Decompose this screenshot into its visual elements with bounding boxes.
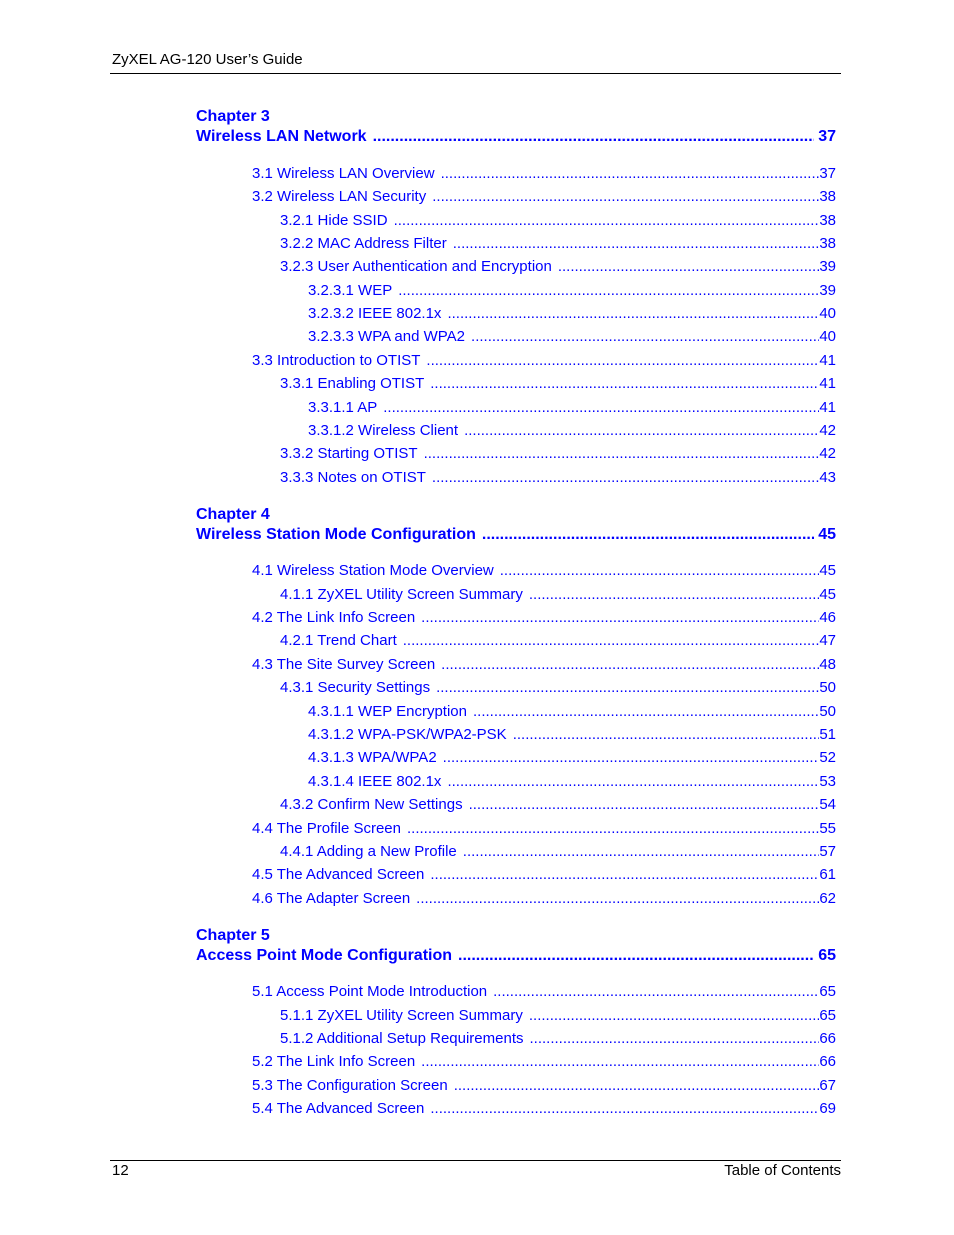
dot-leader (473, 703, 819, 721)
page-number: 12 (112, 1162, 129, 1179)
toc-entry-level-2[interactable] (280, 796, 836, 814)
toc-entry-title: 3.2.3.1 WEP (308, 282, 393, 299)
toc-entry-title: 3.2 Wireless LAN Security (252, 188, 427, 205)
toc-entry-level-2[interactable] (280, 445, 836, 463)
toc-entry-level-3[interactable] (308, 328, 836, 346)
toc-entry-title: 4.6 The Adapter Screen (252, 890, 411, 907)
toc-entry-level-1[interactable] (252, 1100, 836, 1118)
dot-leader (430, 1100, 819, 1118)
toc-entry-title: 4.1 Wireless Station Mode Overview (252, 562, 494, 579)
toc-entry-level-3[interactable] (308, 749, 836, 767)
toc-entry-title: 4.3.1.2 WPA-PSK/WPA2-PSK (308, 726, 507, 743)
toc-entry-title: 3.3.1 Enabling OTIST (280, 375, 425, 392)
toc-entry-page-number: 48 (819, 656, 836, 673)
toc-entry-title: 3.3.3 Notes on OTIST (280, 469, 426, 486)
toc-entry-title: 4.4.1 Adding a New Profile (280, 843, 457, 860)
toc-entry-level-2[interactable] (280, 375, 836, 393)
toc-entry-page-number: 65 (819, 983, 836, 1000)
chapter-entry[interactable] (196, 946, 836, 966)
toc-entry-page-number: 41 (819, 375, 836, 392)
toc-entry-page-number: 53 (819, 773, 836, 790)
toc-entry-page-number: 41 (819, 399, 836, 416)
toc-entry-level-1[interactable] (252, 866, 836, 884)
dot-leader (373, 127, 815, 147)
toc-entry-page-number: 43 (819, 469, 836, 486)
toc-entry-title: 4.5 The Advanced Screen (252, 866, 425, 883)
dot-leader (458, 946, 814, 966)
dot-leader (447, 305, 819, 323)
chapter-title: Wireless LAN Network (196, 128, 367, 145)
toc-entry-level-2[interactable] (280, 843, 836, 861)
toc-entry-title: 4.2 The Link Info Screen (252, 609, 416, 626)
toc-entry-page-number: 38 (819, 212, 836, 229)
toc-entry-page-number: 57 (819, 843, 836, 860)
toc-entry-level-3[interactable] (308, 726, 836, 744)
toc-entry-level-3[interactable] (308, 703, 836, 721)
chapter-title: Access Point Mode Configuration (196, 947, 453, 964)
toc-entry-title: 4.3 The Site Survey Screen (252, 656, 436, 673)
toc-entry-page-number: 65 (819, 1007, 836, 1024)
toc-entry-level-1[interactable] (252, 562, 836, 580)
dot-leader (430, 375, 819, 393)
toc-entry-level-1[interactable] (252, 1077, 836, 1095)
toc-entry-page-number: 67 (819, 1077, 836, 1094)
dot-leader (407, 820, 819, 838)
toc-entry-page-number: 38 (819, 235, 836, 252)
dot-leader (500, 562, 820, 580)
dot-leader (471, 328, 819, 346)
toc-entry-level-2[interactable] (280, 469, 836, 487)
toc-entry-title: 3.2.3.3 WPA and WPA2 (308, 328, 466, 345)
toc-entry-level-3[interactable] (308, 305, 836, 323)
dot-leader (529, 1007, 819, 1025)
chapter-entry[interactable] (196, 525, 836, 545)
dot-leader (403, 632, 820, 650)
toc-entry-level-2[interactable] (280, 1007, 836, 1025)
toc-entry-page-number: 55 (819, 820, 836, 837)
toc-entry-title: 3.2.3.2 IEEE 802.1x (308, 305, 442, 322)
dot-leader (454, 1077, 820, 1095)
chapter-label[interactable]: Chapter 3 (196, 108, 270, 125)
toc-entry-level-1[interactable] (252, 188, 836, 206)
toc-entry-title: 5.1.1 ZyXEL Utility Screen Summary (280, 1007, 523, 1024)
dot-leader (432, 469, 819, 487)
dot-leader (430, 866, 819, 884)
chapter-page-number: 45 (818, 526, 836, 543)
dot-leader (453, 235, 820, 253)
toc-entry-level-1[interactable] (252, 352, 836, 370)
toc-entry-title: 3.2.1 Hide SSID (280, 212, 388, 229)
toc-entry-title: 4.4 The Profile Screen (252, 820, 401, 837)
dot-leader (441, 656, 819, 674)
toc-entry-title: 5.3 The Configuration Screen (252, 1077, 448, 1094)
toc-entry-title: 4.2.1 Trend Chart (280, 632, 397, 649)
toc-entry-level-2[interactable] (280, 586, 836, 604)
dot-leader (447, 773, 819, 791)
toc-entry-page-number: 52 (819, 749, 836, 766)
toc-entry-page-number: 40 (819, 328, 836, 345)
dot-leader (530, 1030, 820, 1048)
chapter-entry[interactable] (196, 127, 836, 147)
dot-leader (558, 258, 819, 276)
toc-entry-level-2[interactable] (280, 1030, 836, 1048)
toc-entry-title: 4.3.1.4 IEEE 802.1x (308, 773, 442, 790)
toc-entry-page-number: 62 (819, 890, 836, 907)
toc-entry-title: 3.2.3 User Authentication and Encryption (280, 258, 552, 275)
toc-entry-level-3[interactable] (308, 422, 836, 440)
toc-entry-level-2[interactable] (280, 632, 836, 650)
toc-entry-title: 4.3.1.3 WPA/WPA2 (308, 749, 437, 766)
chapter-title: Wireless Station Mode Configuration (196, 526, 476, 543)
toc-entry-title: 4.3.1 Security Settings (280, 679, 431, 696)
footer-rule (110, 1160, 841, 1161)
toc-entry-title: 3.3.1.2 Wireless Client (308, 422, 459, 439)
toc-entry-page-number: 37 (819, 165, 836, 182)
dot-leader (469, 796, 820, 814)
toc-entry-title: 3.3.1.1 AP (308, 399, 378, 416)
dot-leader (421, 1053, 819, 1071)
toc-entry-title: 4.1.1 ZyXEL Utility Screen Summary (280, 586, 523, 603)
toc-entry-level-1[interactable] (252, 983, 836, 1001)
toc-entry-level-1[interactable] (252, 1053, 836, 1071)
dot-leader (493, 983, 819, 1001)
toc-entry-page-number: 39 (819, 258, 836, 275)
dot-leader (424, 445, 820, 463)
toc-entry-level-3[interactable] (308, 773, 836, 791)
toc-entry-page-number: 61 (819, 866, 836, 883)
dot-leader (463, 843, 820, 861)
toc-entry-page-number: 39 (819, 282, 836, 299)
toc-entry-page-number: 42 (819, 422, 836, 439)
dot-leader (383, 399, 819, 417)
toc-entry-page-number: 42 (819, 445, 836, 462)
dot-leader (421, 609, 819, 627)
running-header: ZyXEL AG-120 User’s Guide (112, 51, 303, 68)
chapter-page-number: 65 (818, 947, 836, 964)
toc-entry-title: 5.2 The Link Info Screen (252, 1053, 416, 1070)
toc-entry-page-number: 50 (819, 703, 836, 720)
toc-entry-title: 3.1 Wireless LAN Overview (252, 165, 435, 182)
toc-entry-title: 3.3 Introduction to OTIST (252, 352, 421, 369)
dot-leader (432, 188, 819, 206)
chapter-label[interactable]: Chapter 4 (196, 506, 270, 523)
chapter-label[interactable]: Chapter 5 (196, 927, 270, 944)
toc-entry-title: 3.3.2 Starting OTIST (280, 445, 418, 462)
toc-entry-level-1[interactable] (252, 890, 836, 908)
toc-entry-level-2[interactable] (280, 258, 836, 276)
toc-entry-title: 5.1 Access Point Mode Introduction (252, 983, 488, 1000)
toc-entry-page-number: 69 (819, 1100, 836, 1117)
dot-leader (443, 749, 820, 767)
toc-entry-page-number: 47 (819, 632, 836, 649)
dot-leader (513, 726, 820, 744)
toc-entry-page-number: 41 (819, 352, 836, 369)
toc-entry-level-1[interactable] (252, 820, 836, 838)
dot-leader (394, 212, 820, 230)
dot-leader (436, 679, 819, 697)
toc-entry-level-2[interactable] (280, 679, 836, 697)
toc-entry-page-number: 45 (819, 586, 836, 603)
dot-leader (529, 586, 819, 604)
dot-leader (464, 422, 819, 440)
toc-entry-page-number: 40 (819, 305, 836, 322)
dot-leader (416, 890, 819, 908)
toc-entry-title: 5.1.2 Additional Setup Requirements (280, 1030, 524, 1047)
toc-entry-page-number: 66 (819, 1053, 836, 1070)
chapter-page-number: 37 (818, 128, 836, 145)
toc-entry-page-number: 38 (819, 188, 836, 205)
toc-entry-level-3[interactable] (308, 399, 836, 417)
toc-entry-page-number: 50 (819, 679, 836, 696)
dot-leader (482, 525, 814, 545)
toc-entry-page-number: 45 (819, 562, 836, 579)
toc-entry-page-number: 54 (819, 796, 836, 813)
dot-leader (441, 165, 820, 183)
toc-entry-page-number: 46 (819, 609, 836, 626)
footer-section-title: Table of Contents (724, 1162, 841, 1179)
toc-entry-page-number: 66 (819, 1030, 836, 1047)
toc-entry-page-number: 51 (819, 726, 836, 743)
dot-leader (426, 352, 819, 370)
toc-entry-title: 3.2.2 MAC Address Filter (280, 235, 447, 252)
dot-leader (398, 282, 819, 300)
toc-entry-level-1[interactable] (252, 656, 836, 674)
toc-entry-title: 4.3.2 Confirm New Settings (280, 796, 463, 813)
toc-entry-level-2[interactable] (280, 235, 836, 253)
toc-entry-level-3[interactable] (308, 282, 836, 300)
toc-entry-level-2[interactable] (280, 212, 836, 230)
toc-entry-level-1[interactable] (252, 165, 836, 183)
toc-entry-title: 5.4 The Advanced Screen (252, 1100, 425, 1117)
toc-entry-title: 4.3.1.1 WEP Encryption (308, 703, 467, 720)
toc-entry-level-1[interactable] (252, 609, 836, 627)
